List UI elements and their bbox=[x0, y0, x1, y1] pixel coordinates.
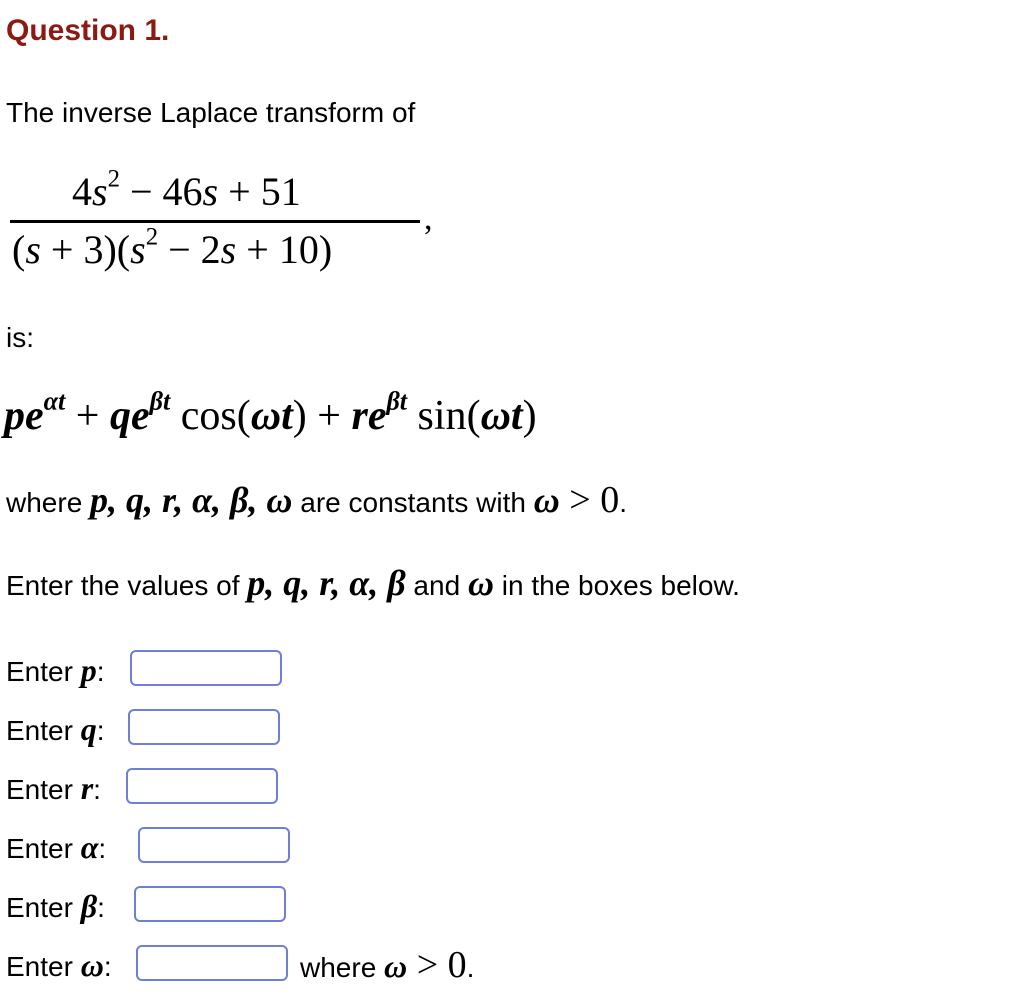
is-label: is: bbox=[6, 322, 34, 353]
r-input[interactable] bbox=[126, 768, 278, 804]
omega-constraint-note: where ω > 0. bbox=[300, 944, 475, 986]
enter-r-label: Enter r: bbox=[6, 770, 101, 806]
solution-expression: $pe^{\alpha t} + qe^{\beta t}$ $\cos(\omega t) + re^{\beta t}$ sin(ωt) bbox=[4, 386, 537, 439]
q-input[interactable] bbox=[128, 709, 280, 745]
enter-omega-label: Enter ω: bbox=[6, 947, 112, 983]
instruction-text: Enter the values of p, q, r, α, β and ω in the boxes below. bbox=[6, 563, 740, 603]
question-intro: The inverse Laplace transform of bbox=[6, 97, 416, 128]
question-title: Question 1. bbox=[6, 14, 170, 47]
omega-input[interactable] bbox=[136, 945, 288, 981]
fraction-denominator: $(s + 3)(s^2 - 2s + 10)$ bbox=[12, 223, 333, 272]
fraction-bar bbox=[10, 220, 420, 223]
constants-statement: where p, q, r, α, β, ω are constants with ω > 0. bbox=[6, 479, 627, 521]
fraction-comma: , bbox=[424, 200, 433, 237]
p-input[interactable] bbox=[130, 650, 282, 686]
enter-q-label: Enter q: bbox=[6, 711, 105, 747]
enter-beta-label: Enter β: bbox=[6, 888, 105, 924]
fraction-numerator: $4s^2 - 46s + 51$ bbox=[72, 165, 301, 214]
enter-alpha-label: Enter α: bbox=[6, 829, 107, 865]
beta-input[interactable] bbox=[134, 886, 286, 922]
alpha-input[interactable] bbox=[138, 827, 290, 863]
enter-p-label: Enter p: bbox=[6, 652, 105, 688]
